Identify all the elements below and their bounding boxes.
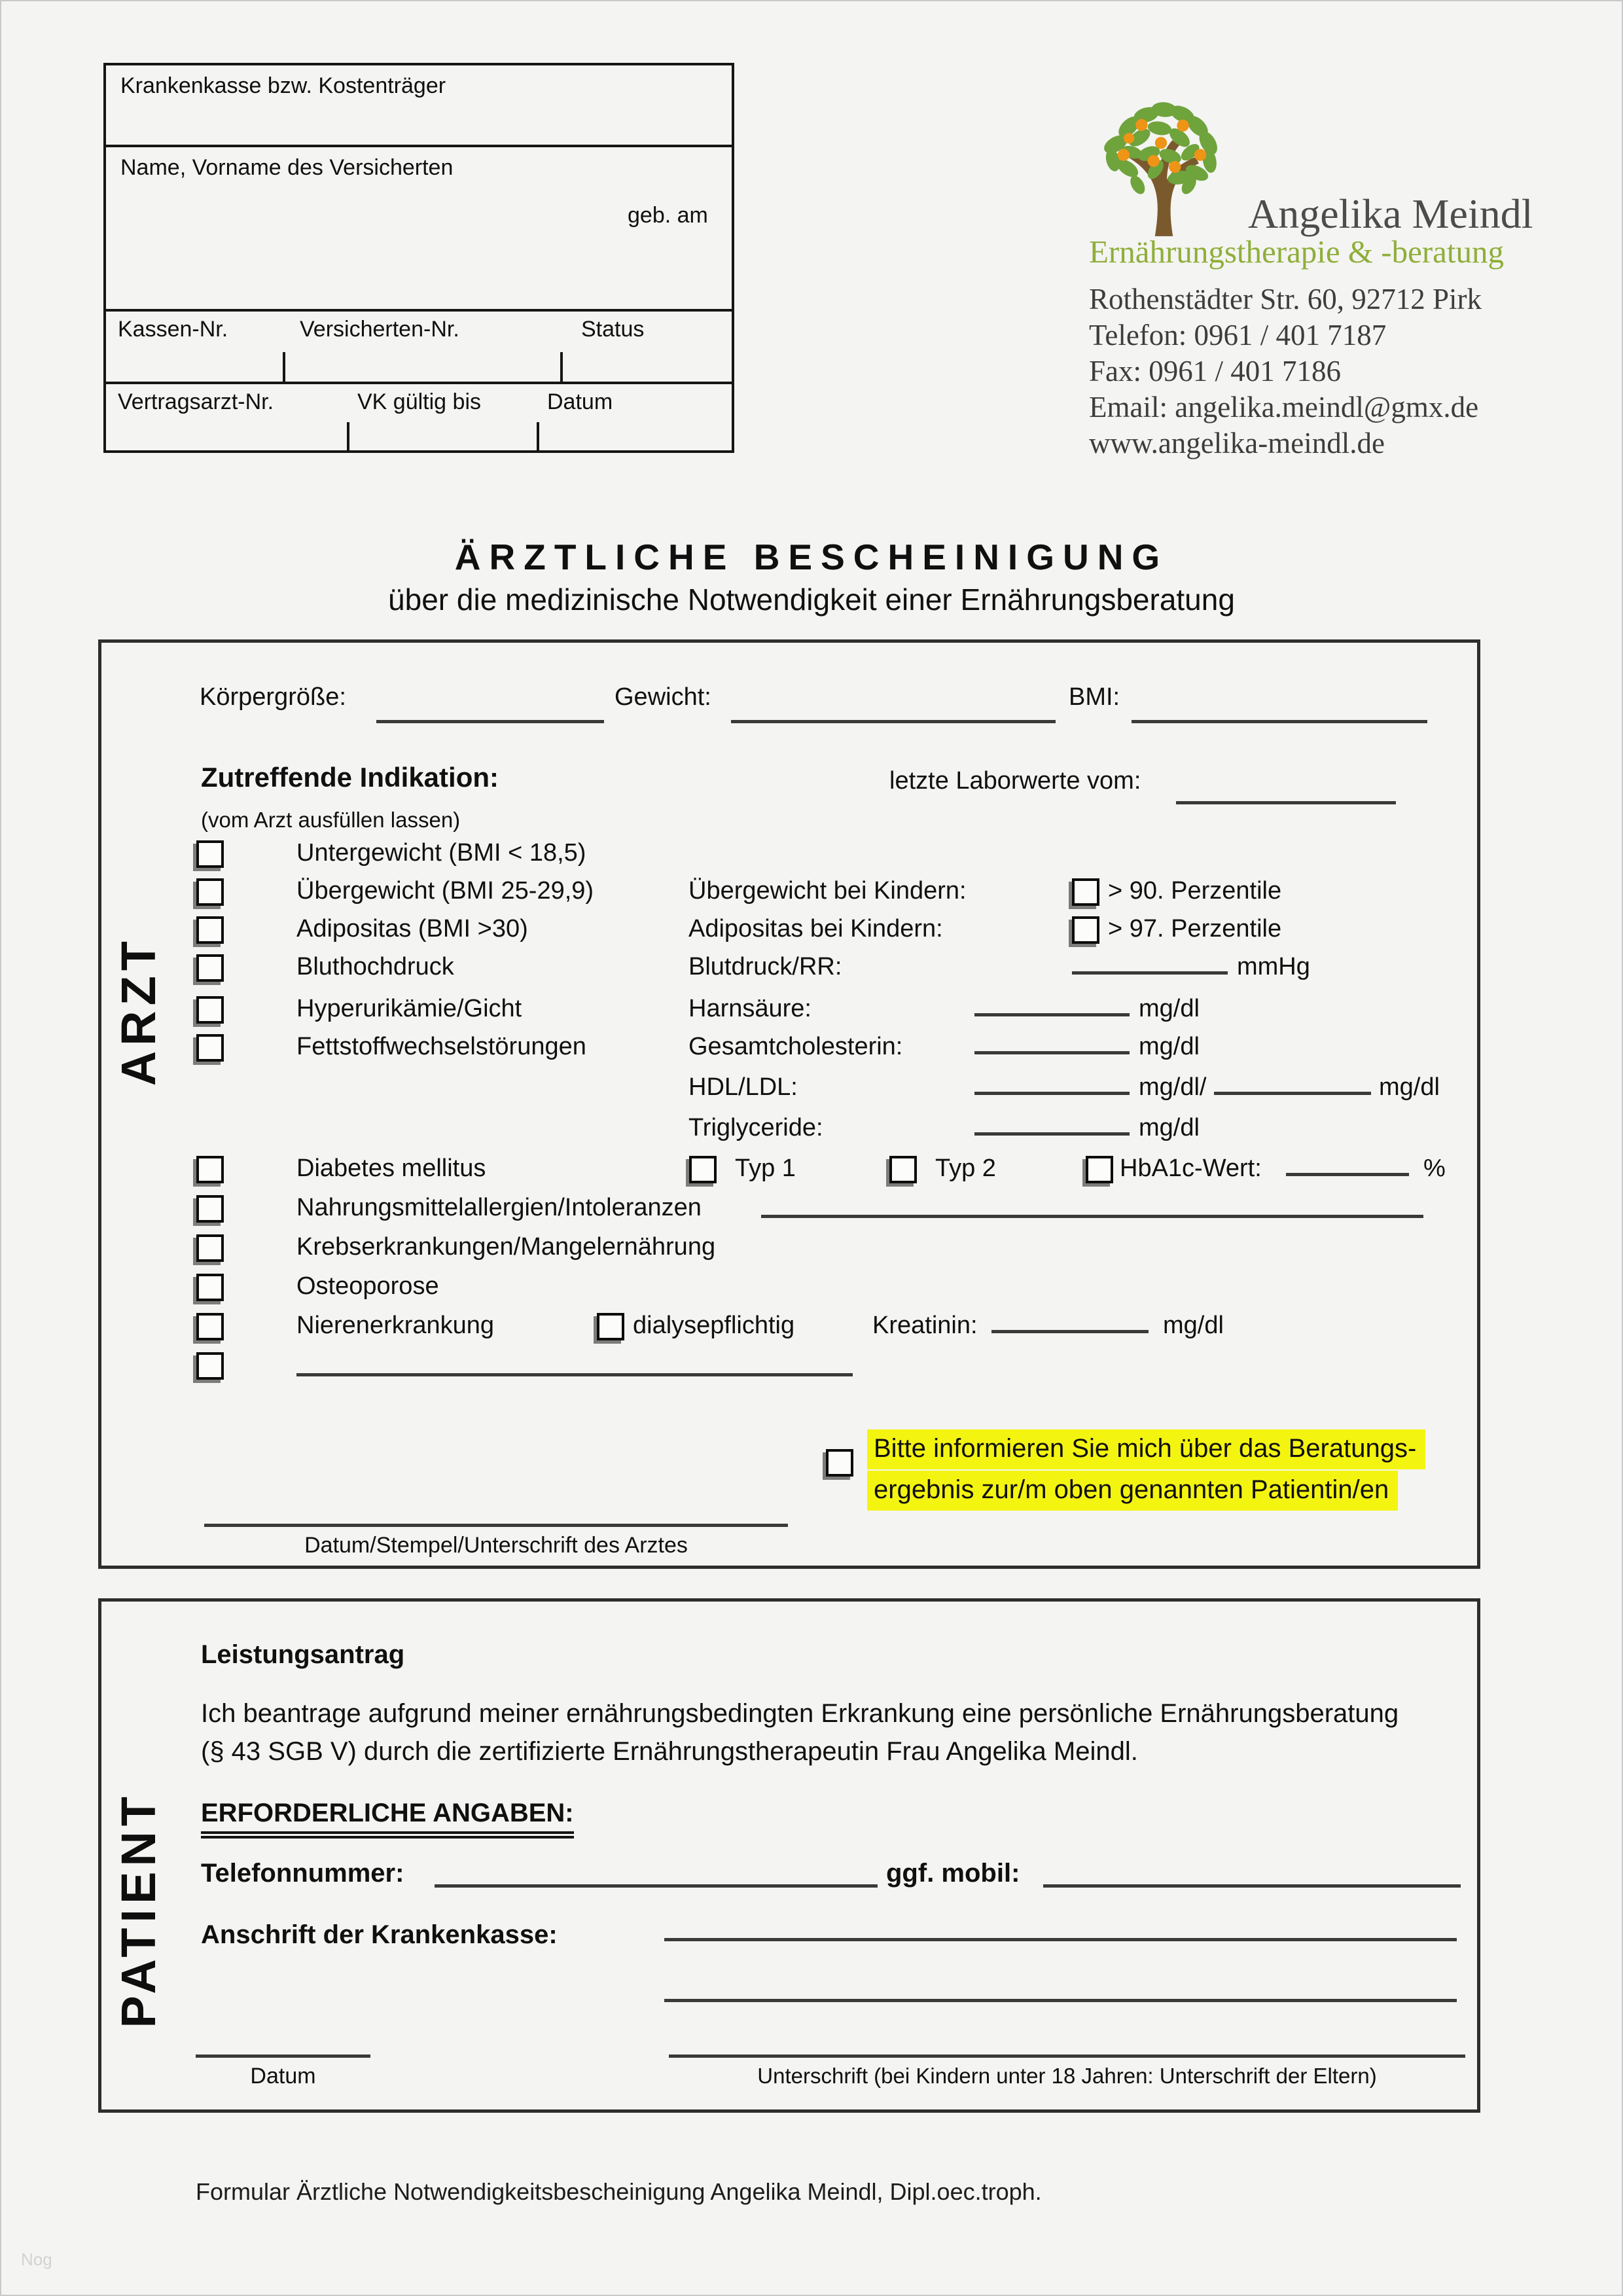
- allergien-field[interactable]: [761, 1186, 1423, 1218]
- insurance-payer-row: [106, 65, 732, 147]
- dob-label: geb. am: [628, 203, 708, 228]
- insurance-card: [103, 63, 734, 453]
- blutdruck-field[interactable]: [1072, 942, 1228, 975]
- vertragsarzt-label: Vertragsarzt-Nr.: [118, 389, 274, 414]
- hdl-field[interactable]: [974, 1063, 1130, 1095]
- insurance-numbers-row: [106, 312, 732, 384]
- insured-name-field[interactable]: [145, 219, 590, 248]
- indication-note: (vom Arzt ausfüllen lassen): [201, 808, 461, 832]
- insured-label: Name, Vorname des Versicherten: [120, 155, 454, 180]
- brand-website: www.angelika-meindl.de: [1089, 427, 1385, 459]
- kassen-nr-label: Kassen-Nr.: [118, 317, 228, 342]
- height-field[interactable]: [376, 691, 604, 723]
- brand-address: Rothenstädter Str. 60, 92712 Pirk: [1089, 283, 1482, 315]
- patient-signature-field[interactable]: [669, 2026, 1465, 2058]
- checkbox-osteoporose[interactable]: [196, 1274, 224, 1301]
- divider-tick: [537, 422, 539, 453]
- checkbox-bluthochdruck[interactable]: [196, 954, 224, 982]
- label-hdl-ldl: HDL/LDL:: [688, 1073, 798, 1101]
- sonstige-field[interactable]: [296, 1347, 853, 1376]
- checkbox-niere[interactable]: [196, 1313, 224, 1340]
- label-fettstoffwechsel: Fettstoffwechselstörungen: [296, 1033, 586, 1060]
- label-blutdruck: Blutdruck/RR:: [688, 953, 842, 980]
- label-bluthochdruck: Bluthochdruck: [296, 953, 454, 980]
- arzt-side-label: ARZT: [111, 936, 166, 1086]
- unit-mgdl: mg/dl: [1379, 1073, 1440, 1101]
- unit-mmhg: mmHg: [1237, 953, 1310, 980]
- checkbox-hba1c[interactable]: [1086, 1156, 1113, 1183]
- unit-mgdl: mg/dl: [1139, 1033, 1200, 1060]
- indication-heading: Zutreffende Indikation:: [201, 762, 499, 793]
- ldl-field[interactable]: [1214, 1063, 1371, 1095]
- page-title: ÄRZTLICHE BESCHEINIGUNG: [454, 537, 1169, 577]
- vk-label: VK gültig bis: [357, 389, 481, 414]
- bmi-field[interactable]: [1132, 691, 1427, 723]
- label-typ1: Typ 1: [735, 1155, 796, 1182]
- divider-tick: [347, 422, 349, 453]
- brand-phone: Telefon: 0961 / 401 7187: [1089, 319, 1387, 351]
- label-dialyse: dialysepflichtig: [633, 1312, 795, 1339]
- checkbox-untergewicht[interactable]: [196, 840, 224, 868]
- divider-tick: [560, 352, 563, 382]
- label-hba1c: HbA1c-Wert:: [1120, 1155, 1262, 1182]
- unit-mgdl: mg/dl: [1139, 1114, 1200, 1141]
- mobile-field[interactable]: [1043, 1856, 1461, 1888]
- insurance-doctor-row: [106, 384, 732, 453]
- label-perzentile-97: > 97. Perzentile: [1108, 915, 1282, 942]
- checkbox-uebergewicht[interactable]: [196, 878, 224, 906]
- label-adipositas: Adipositas (BMI >30): [296, 915, 528, 942]
- label-untergewicht: Untergewicht (BMI < 18,5): [296, 839, 586, 867]
- label-gesamtcholesterin: Gesamtcholesterin:: [688, 1033, 903, 1060]
- label-uebergewicht-kinder: Übergewicht bei Kindern:: [688, 877, 967, 905]
- divider-tick: [283, 352, 285, 382]
- label-kreatinin: Kreatinin:: [872, 1312, 978, 1339]
- label-krebs: Krebserkrankungen/Mangelernährung: [296, 1233, 716, 1261]
- checkbox-beratungsergebnis[interactable]: [826, 1449, 853, 1477]
- weight-field[interactable]: [731, 691, 1056, 723]
- versicherten-nr-label: Versicherten-Nr.: [300, 317, 459, 342]
- status-label: Status: [581, 317, 645, 342]
- labs-date-field[interactable]: [1176, 772, 1396, 804]
- patient-side-label: PATIENT: [111, 1791, 166, 2028]
- checkbox-hyperurikaemie[interactable]: [196, 996, 224, 1024]
- insurer-address-field-2[interactable]: [664, 1970, 1457, 2002]
- insurance-insured-row: [106, 147, 732, 312]
- label-perzentile-90: > 90. Perzentile: [1108, 877, 1282, 905]
- arzt-signature-label: Datum/Stempel/Unterschrift des Arztes: [304, 1533, 688, 1558]
- patient-section: [98, 1598, 1480, 2113]
- checkbox-fettstoffwechsel[interactable]: [196, 1034, 224, 1062]
- arzt-section: [98, 639, 1480, 1569]
- unit-percent: %: [1423, 1155, 1446, 1182]
- checkbox-dialyse[interactable]: [597, 1313, 624, 1340]
- label-niere: Nierenerkrankung: [296, 1312, 495, 1339]
- cholesterin-field[interactable]: [974, 1022, 1130, 1054]
- label-osteoporose: Osteoporose: [296, 1272, 439, 1300]
- checkbox-typ2[interactable]: [889, 1156, 917, 1183]
- harnsaeure-field[interactable]: [974, 984, 1130, 1016]
- patient-date-label: Datum: [250, 2064, 316, 2089]
- phone-label: Telefonnummer:: [201, 1859, 404, 1888]
- unit-mgdl: mg/dl: [1163, 1312, 1224, 1339]
- checkbox-perzentile-90[interactable]: [1072, 878, 1099, 906]
- payer-label: Krankenkasse bzw. Kostenträger: [120, 73, 446, 98]
- label-allergien: Nahrungsmittelallergien/Intoleranzen: [296, 1194, 702, 1221]
- insurer-address-field-1[interactable]: [664, 1909, 1457, 1941]
- mobile-label: ggf. mobil:: [886, 1859, 1020, 1888]
- patient-date-field[interactable]: [196, 2026, 370, 2058]
- hba1c-field[interactable]: [1286, 1144, 1409, 1176]
- height-label: Körpergröße:: [200, 683, 346, 711]
- brand-tagline: Ernährungstherapie & -beratung: [1089, 234, 1505, 270]
- patient-body-line2: (§ 43 SGB V) durch die zertifizierte Ernährungstherapeutin Frau Angelika Meindl.: [201, 1737, 1138, 1766]
- checkbox-allergien[interactable]: [196, 1195, 224, 1223]
- brand-email: Email: angelika.meindl@gmx.de: [1089, 391, 1479, 423]
- label-uebergewicht: Übergewicht (BMI 25-29,9): [296, 877, 594, 905]
- patient-body-line1: Ich beantrage aufgrund meiner ernährungsbedingten Erkrankung eine persönliche Ernährungsberatung: [201, 1699, 1399, 1728]
- checkbox-krebs[interactable]: [196, 1234, 224, 1262]
- logo-tree-icon: [1089, 96, 1236, 236]
- scan-watermark: Nog: [21, 2250, 52, 2269]
- label-triglyceride: Triglyceride:: [688, 1114, 823, 1141]
- label-diabetes: Diabetes mellitus: [296, 1155, 486, 1182]
- leistungsantrag-heading: Leistungsantrag: [201, 1640, 405, 1669]
- checkbox-typ1[interactable]: [689, 1156, 717, 1183]
- brand-fax: Fax: 0961 / 401 7186: [1089, 355, 1342, 387]
- brand-contact-block: [1089, 281, 1482, 461]
- unit-mgdl: mg/dl: [1139, 995, 1200, 1022]
- checkbox-sonstige[interactable]: [196, 1352, 224, 1380]
- label-typ2: Typ 2: [935, 1155, 996, 1182]
- required-heading: ERFORDERLICHE ANGABEN:: [201, 1798, 574, 1839]
- triglyceride-field[interactable]: [974, 1103, 1130, 1136]
- label-harnsaeure: Harnsäure:: [688, 995, 812, 1022]
- kreatinin-field[interactable]: [991, 1301, 1149, 1333]
- bmi-label: BMI:: [1069, 683, 1120, 711]
- notify-line2: ergebnis zur/m oben genannten Patientin/en: [867, 1471, 1398, 1511]
- arzt-signature-field[interactable]: [204, 1495, 788, 1527]
- weight-label: Gewicht:: [615, 683, 711, 711]
- checkbox-diabetes[interactable]: [196, 1156, 224, 1183]
- checkbox-perzentile-97[interactable]: [1072, 916, 1099, 944]
- notify-request: [867, 1429, 1425, 1512]
- insurer-address-label: Anschrift der Krankenkasse:: [201, 1920, 558, 1949]
- label-adipositas-kinder: Adipositas bei Kindern:: [688, 915, 943, 942]
- checkbox-adipositas[interactable]: [196, 916, 224, 944]
- notify-line1: Bitte informieren Sie mich über das Beratungs-: [867, 1429, 1425, 1469]
- datum-label: Datum: [547, 389, 613, 414]
- labs-label: letzte Laborwerte vom:: [889, 767, 1141, 795]
- page-subtitle: über die medizinische Notwendigkeit einer Ernährungsberatung: [388, 583, 1235, 617]
- brand-name: Angelika Meindl: [1248, 190, 1533, 237]
- unit-mgdl-slash: mg/dl/: [1139, 1073, 1207, 1101]
- footer-text: Formular Ärztliche Notwendigkeitsbescheinigung Angelika Meindl, Dipl.oec.troph.: [196, 2178, 1042, 2205]
- patient-signature-label: Unterschrift (bei Kindern unter 18 Jahren: Unterschrift der Eltern): [757, 2064, 1377, 2088]
- phone-field[interactable]: [435, 1856, 878, 1888]
- label-hyperurikaemie: Hyperurikämie/Gicht: [296, 995, 522, 1022]
